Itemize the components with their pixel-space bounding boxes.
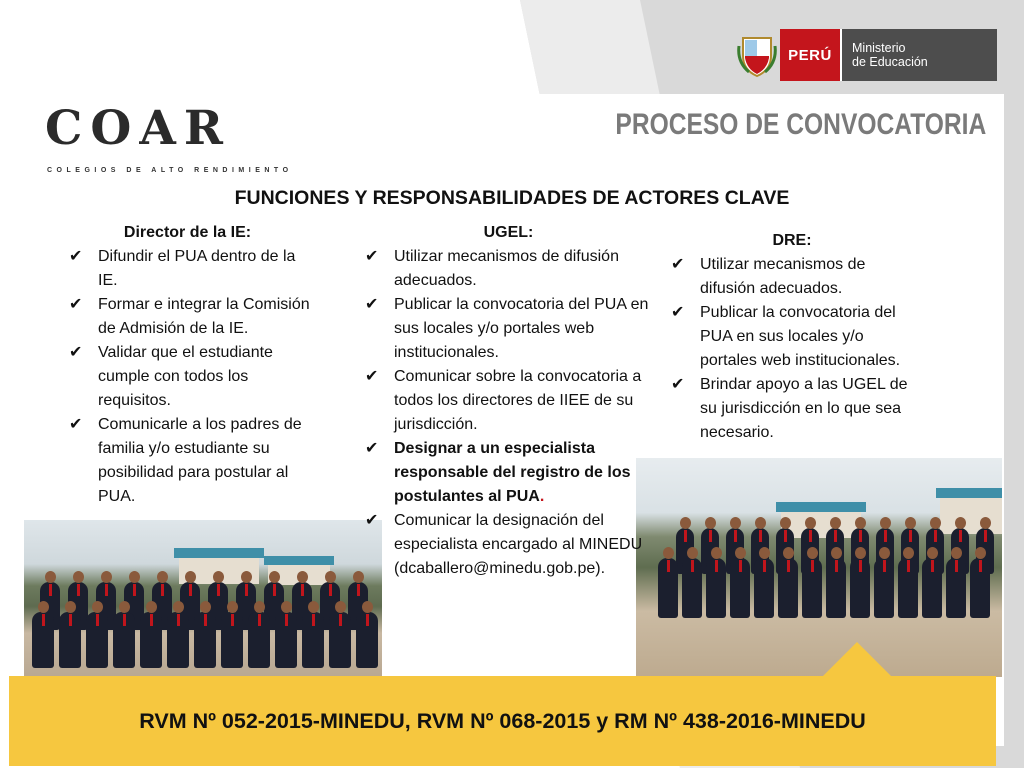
ministry-name	[840, 29, 997, 81]
ministry-logo	[734, 29, 997, 81]
check-icon: ✔	[69, 416, 83, 433]
student-figure	[302, 612, 324, 668]
list-item: ✔ Validar que el estudiante cumple con todos los requisitos.	[65, 341, 310, 413]
director-list	[65, 245, 310, 509]
main-heading: FUNCIONES Y RESPONSABILIDADES DE ACTORES CLAVE	[234, 187, 790, 209]
list-item: ✔ Designar a un especialista responsable del registro de los postulantes al PUA.	[361, 437, 656, 509]
coar-logo-subtitle: COLEGIOS DE ALTO RENDIMIENTO	[47, 167, 293, 174]
check-icon: ✔	[671, 376, 685, 393]
list-item: ✔ Comunicarle a los padres de familia y/o estudiante su posibilidad para postular al PUA.	[65, 413, 310, 509]
student-figure	[140, 612, 162, 668]
student-figure	[167, 612, 189, 668]
student-figure	[86, 612, 108, 668]
student-figure	[248, 612, 270, 668]
check-icon: ✔	[365, 248, 379, 265]
student-figure	[221, 612, 243, 668]
student-figure	[658, 558, 678, 618]
process-title: PROCESO DE CONVOCATORIA	[615, 108, 986, 141]
list-item: ✔ Utilizar mecanismos de difusión adecuados.	[667, 253, 917, 301]
student-figure	[874, 558, 894, 618]
ugel-list	[361, 245, 656, 581]
check-icon: ✔	[365, 512, 379, 529]
student-figure	[113, 612, 135, 668]
student-figure	[32, 612, 54, 668]
director-heading: Director de la IE:	[123, 224, 252, 241]
check-icon: ✔	[69, 248, 83, 265]
list-item: ✔ Publicar la convocatoria del PUA en sus locales y/o portales web institucionales.	[667, 301, 917, 373]
student-figure	[922, 558, 942, 618]
ugel-column	[361, 221, 656, 581]
check-icon: ✔	[365, 440, 379, 457]
student-figure	[194, 612, 216, 668]
check-icon: ✔	[365, 368, 379, 385]
list-item: ✔ Formar e integrar la Comisión de Admisión de la IE.	[65, 293, 310, 341]
student-figure	[754, 558, 774, 618]
check-icon: ✔	[671, 304, 685, 321]
student-figure	[850, 558, 870, 618]
check-icon: ✔	[365, 296, 379, 313]
student-figure	[970, 558, 990, 618]
students-photo-left	[24, 520, 382, 677]
student-figure	[826, 558, 846, 618]
peru-label: PERÚ	[780, 29, 840, 81]
check-icon: ✔	[671, 256, 685, 273]
ugel-heading: UGEL:	[483, 224, 534, 241]
check-icon: ✔	[69, 296, 83, 313]
list-item: ✔ Publicar la convocatoria del PUA en sus locales y/o portales web institucionales.	[361, 293, 656, 365]
student-figure	[329, 612, 351, 668]
list-item: ✔ Difundir el PUA dentro de la IE.	[65, 245, 310, 293]
dre-list	[667, 253, 917, 445]
list-item: ✔ Utilizar mecanismos de difusión adecuados.	[361, 245, 656, 293]
student-figure	[275, 612, 297, 668]
ministry-line-2: de Educación	[852, 55, 928, 69]
list-item: ✔ Brindar apoyo a las UGEL de su jurisdicción en lo que sea necesario.	[667, 373, 917, 445]
student-figure	[706, 558, 726, 618]
student-figure	[730, 558, 750, 618]
check-icon: ✔	[69, 344, 83, 361]
legal-references: RVM Nº 052-2015-MINEDU, RVM Nº 068-2015 y RM Nº 438-2016-MINEDU	[139, 708, 866, 733]
legal-banner	[9, 676, 996, 766]
student-figure	[898, 558, 918, 618]
dre-heading: DRE:	[772, 232, 812, 249]
coat-of-arms-icon	[734, 29, 780, 81]
student-figure	[802, 558, 822, 618]
student-figure	[946, 558, 966, 618]
student-figure	[778, 558, 798, 618]
student-figure	[682, 558, 702, 618]
coar-logo-title: COAR	[45, 101, 231, 156]
ministry-line-1: Ministerio	[852, 41, 906, 55]
student-figure	[59, 612, 81, 668]
list-item: ✔ Comunicar la designación del especialista encargado al MINEDU (dcaballero@minedu.gob.pe).	[361, 509, 656, 581]
director-column	[65, 221, 310, 509]
dre-column	[667, 229, 917, 445]
list-item: ✔ Comunicar sobre la convocatoria a todos los directores de IIEE de su jurisdicción.	[361, 365, 656, 437]
student-figure	[356, 612, 378, 668]
students-photo-right	[636, 458, 1002, 677]
